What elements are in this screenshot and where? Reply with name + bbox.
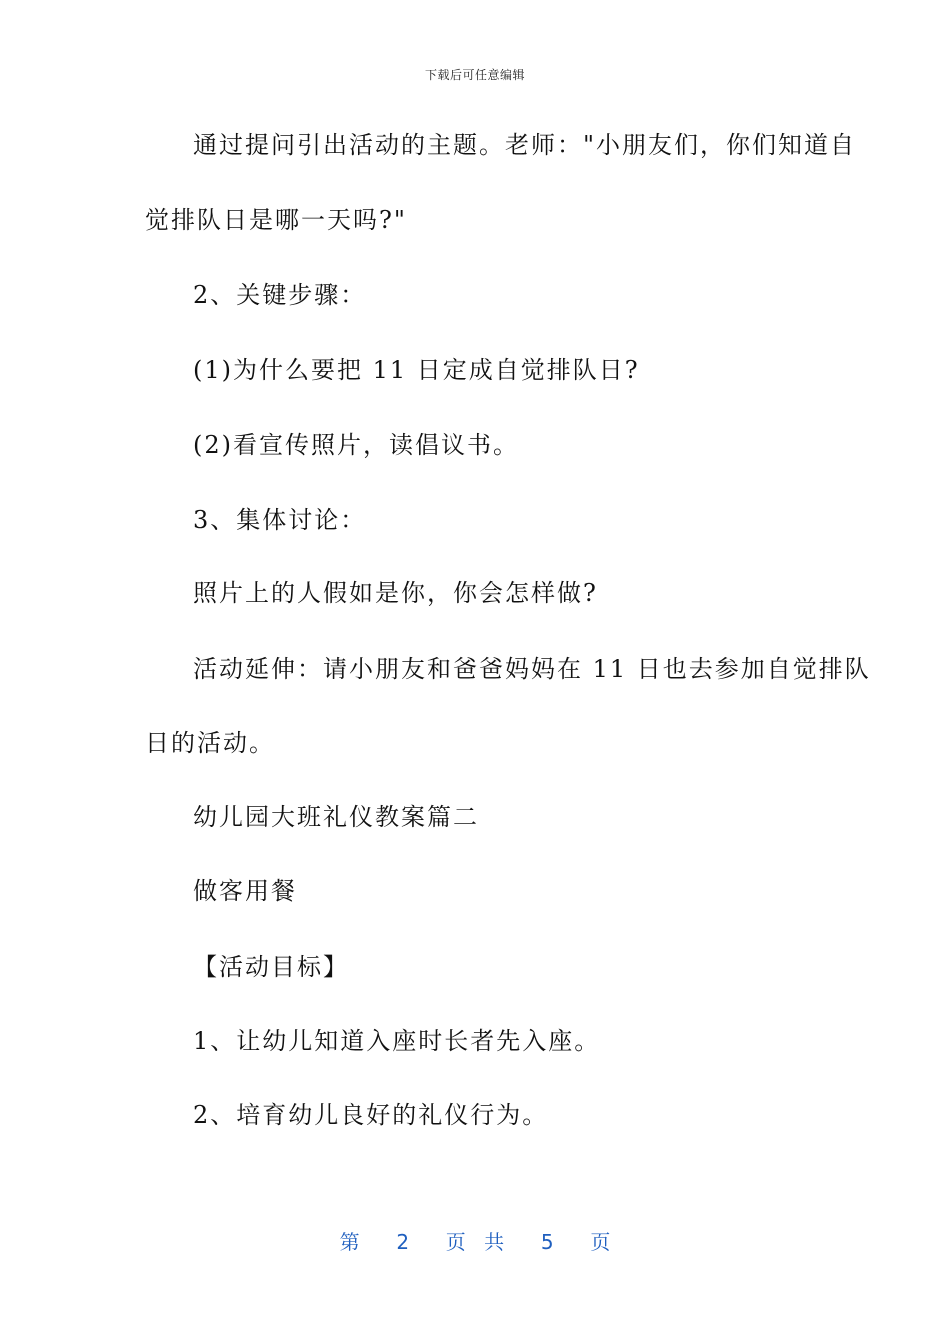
paragraph-intro-line1: 通过提问引出活动的主题。老师："小朋友们，你们知道自 (193, 131, 857, 159)
paragraph-extension-line2: 日的活动。 (145, 729, 275, 757)
paragraph-intro-line2: 觉排队日是哪一天吗?" (145, 206, 407, 234)
list-item-step-1: (1)为什么要把 11 日定成自觉排队日? (193, 356, 640, 384)
list-item-step-2: (2)看宣传照片，读倡议书。 (193, 431, 519, 459)
header-note: 下载后可任意编辑 (424, 68, 525, 82)
heading-activity-goals: 【活动目标】 (193, 953, 349, 981)
paragraph-extension-line1: 活动延伸：请小朋友和爸爸妈妈在 11 日也去参加自觉排队 (193, 655, 871, 683)
heading-group-discussion: 3、集体讨论： (193, 506, 367, 534)
lesson-title: 做客用餐 (193, 877, 297, 905)
list-item-goal-2: 2、培育幼儿良好的礼仪行为。 (193, 1101, 549, 1129)
section-title: 幼儿园大班礼仪教案篇二 (193, 803, 479, 831)
page-number-footer: 第 2 页 共 5 页 (339, 1230, 611, 1254)
list-item-goal-1: 1、让幼儿知道入座时长者先入座。 (193, 1027, 601, 1055)
heading-key-steps: 2、关键步骤： (193, 281, 367, 309)
paragraph-discussion: 照片上的人假如是你，你会怎样做? (193, 579, 598, 607)
